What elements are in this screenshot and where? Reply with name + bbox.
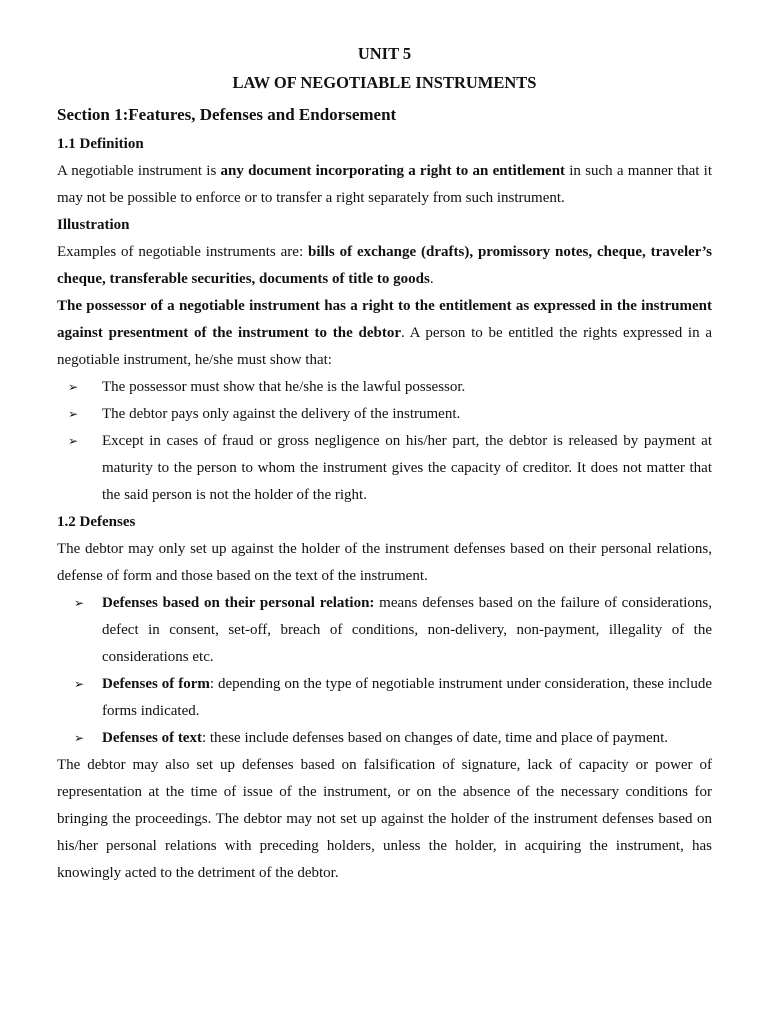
section-title: Section 1:Features, Defenses and Endorsement <box>57 105 397 124</box>
arrowhead-bullet-icon: ➢ <box>74 596 85 610</box>
definition-text-bold: any document incorporating a right to an entitlement <box>220 163 566 179</box>
arrowhead-bullet-icon: ➢ <box>68 407 79 421</box>
list-item-term: Defenses of text <box>102 730 202 746</box>
examples-text-bold: bills of exchange (drafts), promissory notes, cheque, traveler’s cheque, transferable securities, documents of title to goods <box>57 244 712 287</box>
possessor-text-bold: The possessor of a negotiable instrument has a right to the entitlement as expressed in the instrument against presentment of the instrument to the debtor <box>57 298 712 341</box>
examples-text-pre: Examples of negotiable instruments are: <box>57 244 309 260</box>
definition-text-pre: A negotiable instrument is <box>57 163 221 179</box>
arrowhead-bullet-icon: ➢ <box>68 434 79 448</box>
possessor-requirements-list <box>57 374 712 509</box>
list-item-text: : these include defenses based on changes of date, time and place of payment. <box>201 730 669 746</box>
list-item <box>57 671 712 725</box>
list-item-text: The possessor must show that he/she is the lawful possessor. <box>102 379 466 395</box>
list-item <box>57 590 712 671</box>
list-item-text: means defenses based on the failure of considerations, defect in consent, set-off, breach of conditions, non-delivery, non-payment, illegality of the considerations etc. <box>102 595 712 665</box>
list-item-term: Defenses of form <box>102 676 210 692</box>
definition-text-post: in such a manner that it may not be possible to enforce or to transfer a right separately from such instrument. <box>57 163 712 206</box>
arrowhead-bullet-icon: ➢ <box>74 731 85 745</box>
illustration-heading: Illustration <box>57 217 130 233</box>
list-item-text: Except in cases of fraud or gross negligence on his/her part, the debtor is released by payment at maturity to the person to whom the instrument gives the capacity of creditor. It does not matter that the said person is not the holder of the right. <box>102 433 712 503</box>
chapter-title: LAW OF NEGOTIABLE INSTRUMENTS <box>232 73 537 92</box>
definition-heading: 1.1 Definition <box>57 136 144 152</box>
list-item <box>57 401 712 428</box>
unit-title: UNIT 5 <box>357 44 412 63</box>
list-item-text: : depending on the type of negotiable instrument under consideration, these include forms indicated. <box>102 676 712 719</box>
defenses-intro-paragraph: The debtor may only set up against the holder of the instrument defenses based on their personal relations, defense of form and those based on the text of the instrument. <box>57 541 712 584</box>
list-item <box>57 428 712 509</box>
possessor-paragraph <box>57 293 712 374</box>
list-item-term: Defenses based on their personal relation: <box>102 595 375 611</box>
list-item-text: The debtor pays only against the delivery of the instrument. <box>102 406 461 422</box>
examples-text-post: . <box>429 271 434 287</box>
definition-paragraph <box>57 158 712 212</box>
defenses-closing-paragraph: The debtor may also set up defenses based on falsification of signature, lack of capacity or power of representation at the time of issue of the instrument, or on the absence of the necessary conditions for bringing the proceedings. The debtor may not set up against the holder of the instrument defenses based on his/her personal relations with preceding holders, unless the holder, in acquiring the instrument, has knowingly acted to the detriment of the debtor. <box>57 757 712 881</box>
list-item <box>57 374 712 401</box>
arrowhead-bullet-icon: ➢ <box>74 677 85 691</box>
defenses-list <box>57 590 712 752</box>
arrowhead-bullet-icon: ➢ <box>68 380 79 394</box>
possessor-text-post: . A person to be entitled the rights expressed in a negotiable instrument, he/she must show that: <box>57 325 712 368</box>
illustration-examples-paragraph <box>57 239 712 293</box>
list-item <box>57 725 712 752</box>
defenses-heading: 1.2 Defenses <box>57 514 136 530</box>
